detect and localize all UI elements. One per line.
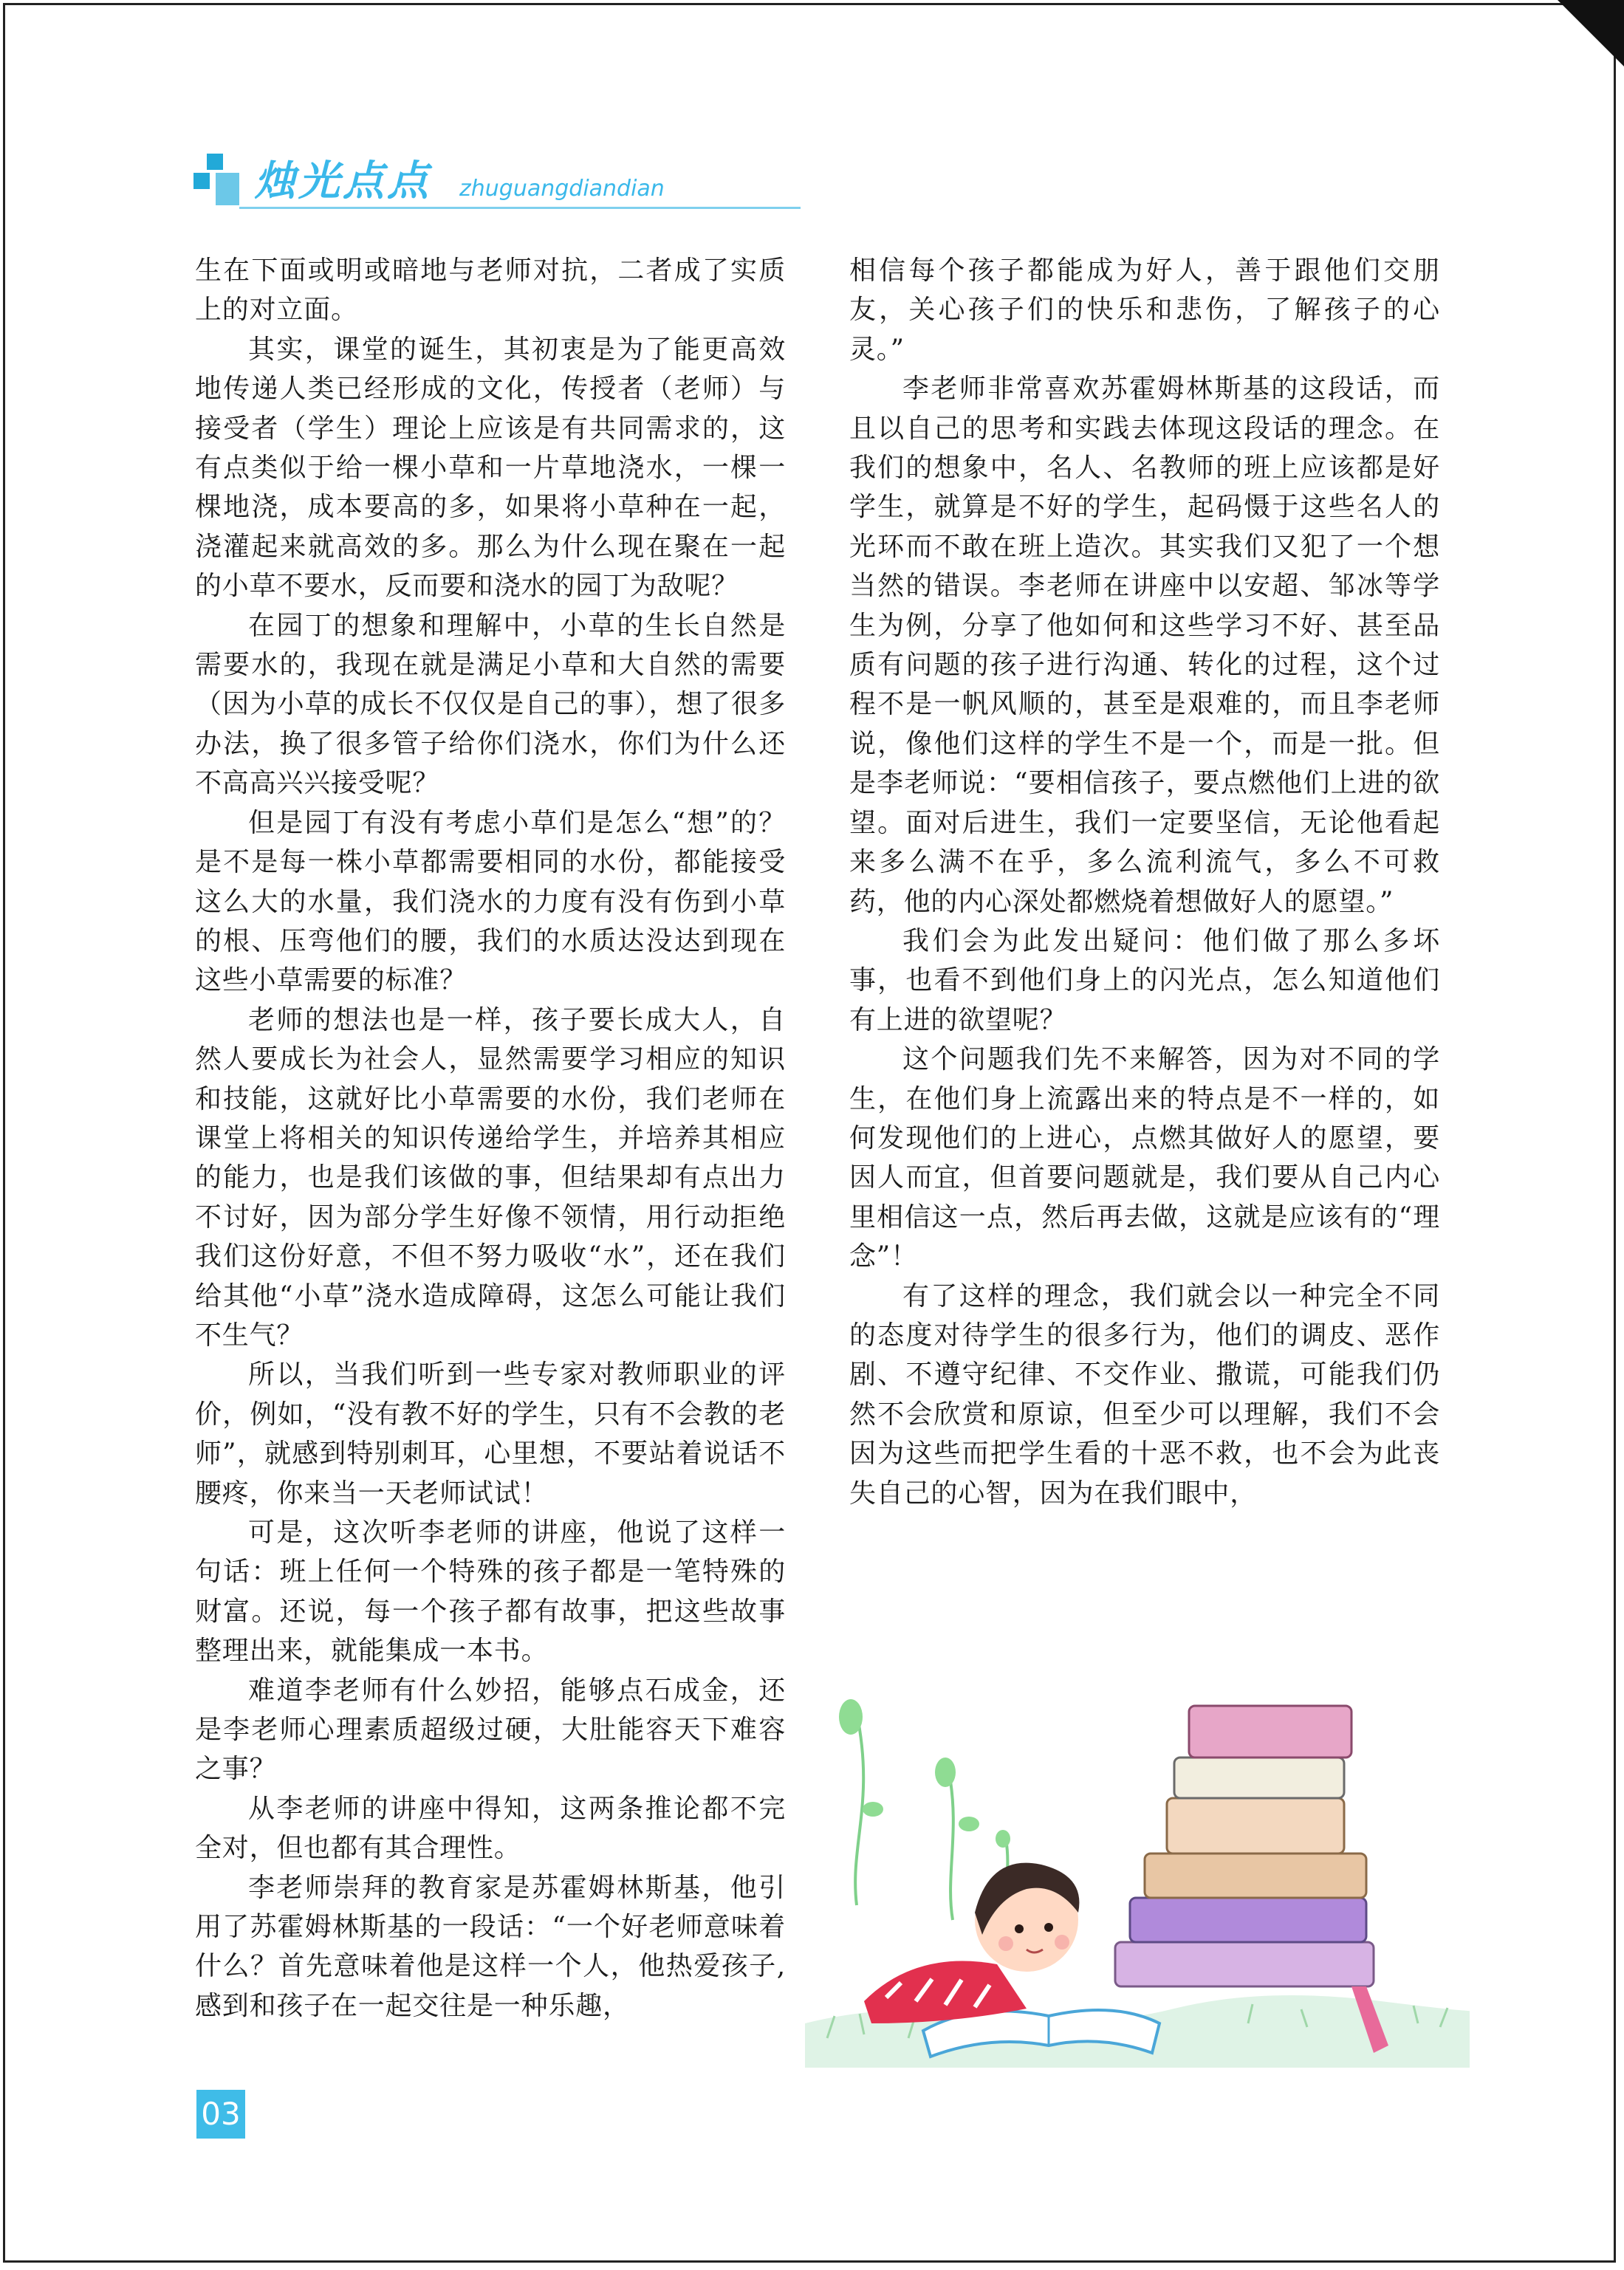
section-title: 烛光点点 bbox=[254, 157, 431, 205]
page-number: 03 bbox=[196, 2090, 245, 2139]
logo-squares-icon bbox=[193, 154, 238, 210]
paragraph: 其实，课堂的诞生，其初衷是为了能更高效地传递人类已经形成的文化，传授者（老师）与接受者（学生）理论上应该是有共同需求的，这有点类似于给一棵小草和一片草地浇水，一棵一棵地浇，成本要高的多，如果将小草种在一起，浇灌起来就高效的多。那么为什么现在聚在一起的小草不要水，反而要和浇水的园丁为敌呢？ bbox=[195, 334, 786, 602]
paragraph: 有了这样的理念，我们就会以一种完全不同的态度对待学生的很多行为，他们的调皮、恶作剧、不遵守纪律、不交作业、撒谎，可能我们仍然不会欣赏和原谅，但至少可以理解，我们不会因为这些而把学生看的十恶不救，也不会为此丧失自己的心智，因为在我们眼中， bbox=[849, 1280, 1440, 1509]
left-column bbox=[195, 251, 786, 2026]
paragraph: 在园丁的想象和理解中，小草的生长自然是需要水的，我现在就是满足小草和大自然的需要（因为小草的成长不仅仅是自己的事），想了很多办法，换了很多管子给你们浇水，你们为什么还不高高兴兴接受呢？ bbox=[195, 610, 786, 799]
paragraph: 所以，当我们听到一些专家对教师职业的评价，例如，“没有教不好的学生，只有不会教的老师”，就感到特别刺耳，心里想，不要站着说话不腰疼，你来当一天老师试试！ bbox=[195, 1359, 786, 1509]
section-pinyin: zhuguangdiandian bbox=[459, 176, 665, 202]
paragraph: 这个问题我们先不来解答，因为对不同的学生，在他们身上流露出来的特点是不一样的，如何发现他们的上进心，点燃其做好人的愿望，要因人而宜，但首要问题就是，我们要从自己内心里相信这一点，然后再去做，这就是应该有的“理念”！ bbox=[849, 1044, 1440, 1272]
paragraph: 可是，这次听李老师的讲座，他说了这样一句话：班上任何一个特殊的孩子都是一笔特殊的财富。还说，每一个孩子都有故事，把这些故事整理出来，就能集成一本书。 bbox=[195, 1518, 786, 1667]
paragraph: 李老师崇拜的教育家是苏霍姆林斯基，他引用了苏霍姆林斯基的一段话：“一个好老师意味着什么？首先意味着他是这样一个人，他热爱孩子,感到和孩子在一起交往是一种乐趣， bbox=[195, 1872, 786, 2021]
right-column bbox=[849, 251, 1440, 1513]
girl-reading-books-illustration bbox=[805, 1654, 1470, 2068]
paragraph: 老师的想法也是一样，孩子要长成大人，自然人要成长为社会人，显然需要学习相应的知识和技能，这就好比小草需要的水份，我们老师在课堂上将相关的知识传递给学生，并培养其相应的能力，也是我们该做的事，但结果却有点出力不讨好，因为部分学生好像不领情，用行动拒绝我们这份好意，不但不努力吸收“水”，还在我们给其他“小草”浇水造成障碍，这怎么可能让我们不生气？ bbox=[195, 1004, 786, 1351]
paragraph: 我们会为此发出疑问：他们做了那么多坏事，也看不到他们身上的闪光点，怎么知道他们有上进的欲望呢？ bbox=[849, 925, 1440, 1035]
paragraph: 相信每个孩子都能成为好人，善于跟他们交朋友，关心孩子们的快乐和悲伤，了解孩子的心灵。” bbox=[849, 256, 1440, 365]
girl-figure bbox=[864, 1863, 1079, 2023]
corner-mark bbox=[1558, 0, 1624, 66]
paragraph: 但是园丁有没有考虑小草们是怎么“想”的？是不是每一株小草都需要相同的水份，都能接受这么大的水量，我们浇水的力度有没有伤到小草的根、压弯他们的腰，我们的水质达没达到现在这些小草需要的标准？ bbox=[195, 807, 786, 996]
section-header bbox=[193, 154, 799, 220]
paragraph: 生在下面或明或暗地与老师对抗，二者成了实质上的对立面。 bbox=[195, 256, 786, 326]
header-rule bbox=[239, 207, 801, 209]
paragraph: 李老师非常喜欢苏霍姆林斯基的这段话，而且以自己的思考和实践去体现这段话的理念。在我们的想象中，名人、名教师的班上应该都是好学生，就算是不好的学生，起码慑于这些名人的光环而不敢在班上造次。其实我们又犯了一个想当然的错误。李老师在讲座中以安超、邹冰等学生为例，分享了他如何和这些学习不好、甚至品质有问题的孩子进行沟通、转化的过程，这个过程不是一帆风顺的，甚至是艰难的，而且李老师说，像他们这样的学生不是一个，而是一批。但是李老师说：“要相信孩子，要点燃他们上进的欲望。面对后进生，我们一定要坚信，无论他看起来多么满不在乎，多么流利流气，多么不可救药，他的内心深处都燃烧着想做好人的愿望。” bbox=[849, 374, 1440, 917]
paragraph: 从李老师的讲座中得知，这两条推论都不完全对，但也都有其合理性。 bbox=[195, 1793, 786, 1864]
paragraph: 难道李老师有什么妙招，能够点石成金，还是李老师心理素质超级过硬，大肚能容天下难容之事？ bbox=[195, 1675, 786, 1785]
